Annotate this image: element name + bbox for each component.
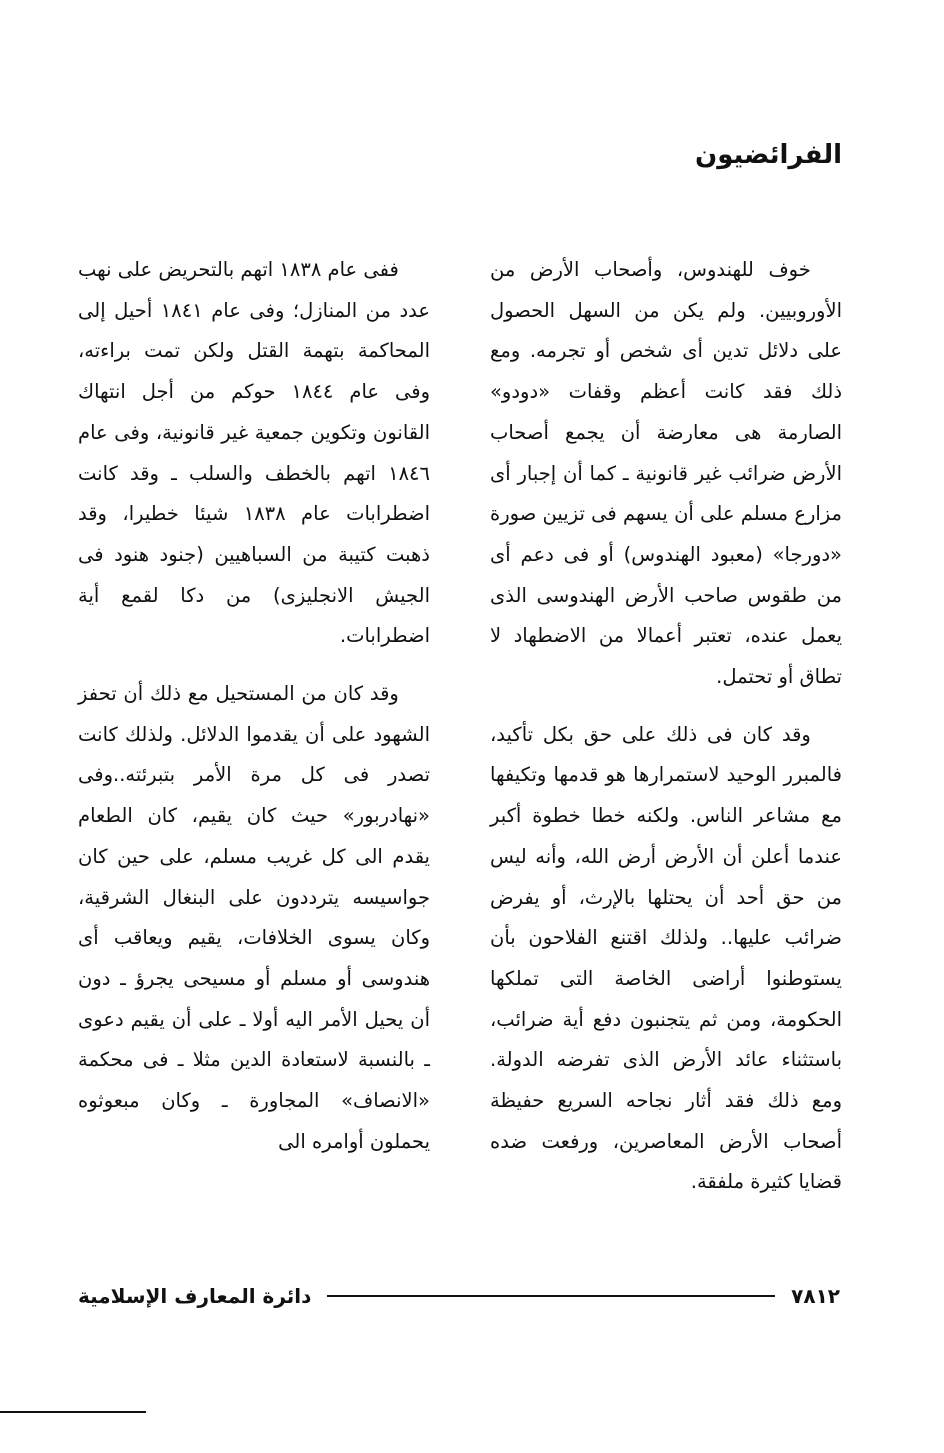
paragraph: خوف للهندوس، وأصحاب الأرض من الأوروبيين. ولم يكن من السهل الحصول على دلائل تدين أى شخص أو تجرمه. ومع ذلك فقد كانت أعظم وقفات «دودو» الصارمة هى معارضة أن يجمع أصحاب الأرض ضرائب غير قانونية ـ كما أن إجبار أى مزارع مسلم على أن يسهم فى تزيين صورة «دورجا» (معبود الهندوس) أو فى دعم أى من طقوس صاحب الأرض الهندوسى الذى يعمل عنده، تعتبر أعمالا من الاضطهاد لا تطاق أو تحتمل. — [490, 258, 842, 689]
running-title: الفرائضيون — [695, 140, 842, 170]
page-number: ٧٨١٢ — [791, 1284, 840, 1308]
page-footer — [78, 1281, 840, 1311]
publication-title: دائرة المعارف الإسلامية — [78, 1284, 312, 1308]
paragraph: وقد كان فى ذلك على حق بكل تأكيد، فالمبرر الوحيد لاستمرارها هو قدمها وتكيفها مع مشاعر الناس. ولكنه خطا خطوة أكبر عندما أعلن أن الأرض أرض الله، وأنه ليس من حق أحد أن يحتلها بالإرث، أو يفرض ضرائب عليها.. ولذلك اقتنع الفلاحون بأن يستوطنوا أراضى الخاصة التى تملكها الحكومة، ومن ثم يتجنبون دفع أية ضرائب، باستثناء عائد الأرض الذى تفرضه الدولة. ومع ذلك فقد أثار نجاحه السريع حفيظة أصحاب الأرض المعاصرين، ورفعت ضده قضايا كثيرة ملفقة. — [490, 722, 842, 1194]
scan-edge-line — [0, 1411, 146, 1413]
right-column — [490, 250, 842, 1220]
footer-rule — [327, 1295, 775, 1297]
left-column — [78, 250, 430, 1179]
paragraph: وقد كان من المستحيل مع ذلك أن تحفز الشهود على أن يقدموا الدلائل. ولذلك كانت تصدر فى كل مرة الأمر بتبرئته..وفى «نهادربور» حيث كان يقيم، كان الطعام يقدم الى كل غريب مسلم، على حين كان جواسيسه يترددون على البنغال الشرقية، وكان يسوى الخلافات، يقيم ويعاقب أى هندوسى أو مسلم أو مسيحى يجرؤ ـ دون أن يحيل الأمر اليه أولا ـ على أن يقيم دعوى ـ بالنسبة لاستعادة الدين مثلا ـ فى محكمة «الانصاف» المجاورة ـ وكان مبعوثوه يحملون أوامره الى — [78, 682, 430, 1153]
paragraph: ففى عام ١٨٣٨ اتهم بالتحريض على نهب عدد من المنازل؛ وفى عام ١٨٤١ أحيل إلى المحاكمة بتهمة القتل ولكن تمت براءته، وفى عام ١٨٤٤ حوكم من أجل انتهاك القانون وتكوين جمعية غير قانونية، وفى عام ١٨٤٦ اتهم بالخطف والسلب ـ وقد كانت اضطرابات عام ١٨٣٨ شيئا خطيرا، وقد ذهبت كتيبة من السباهيين (جنود هنود فى الجيش الانجليزى) من دكا لقمع أية اضطرابات. — [78, 258, 431, 648]
